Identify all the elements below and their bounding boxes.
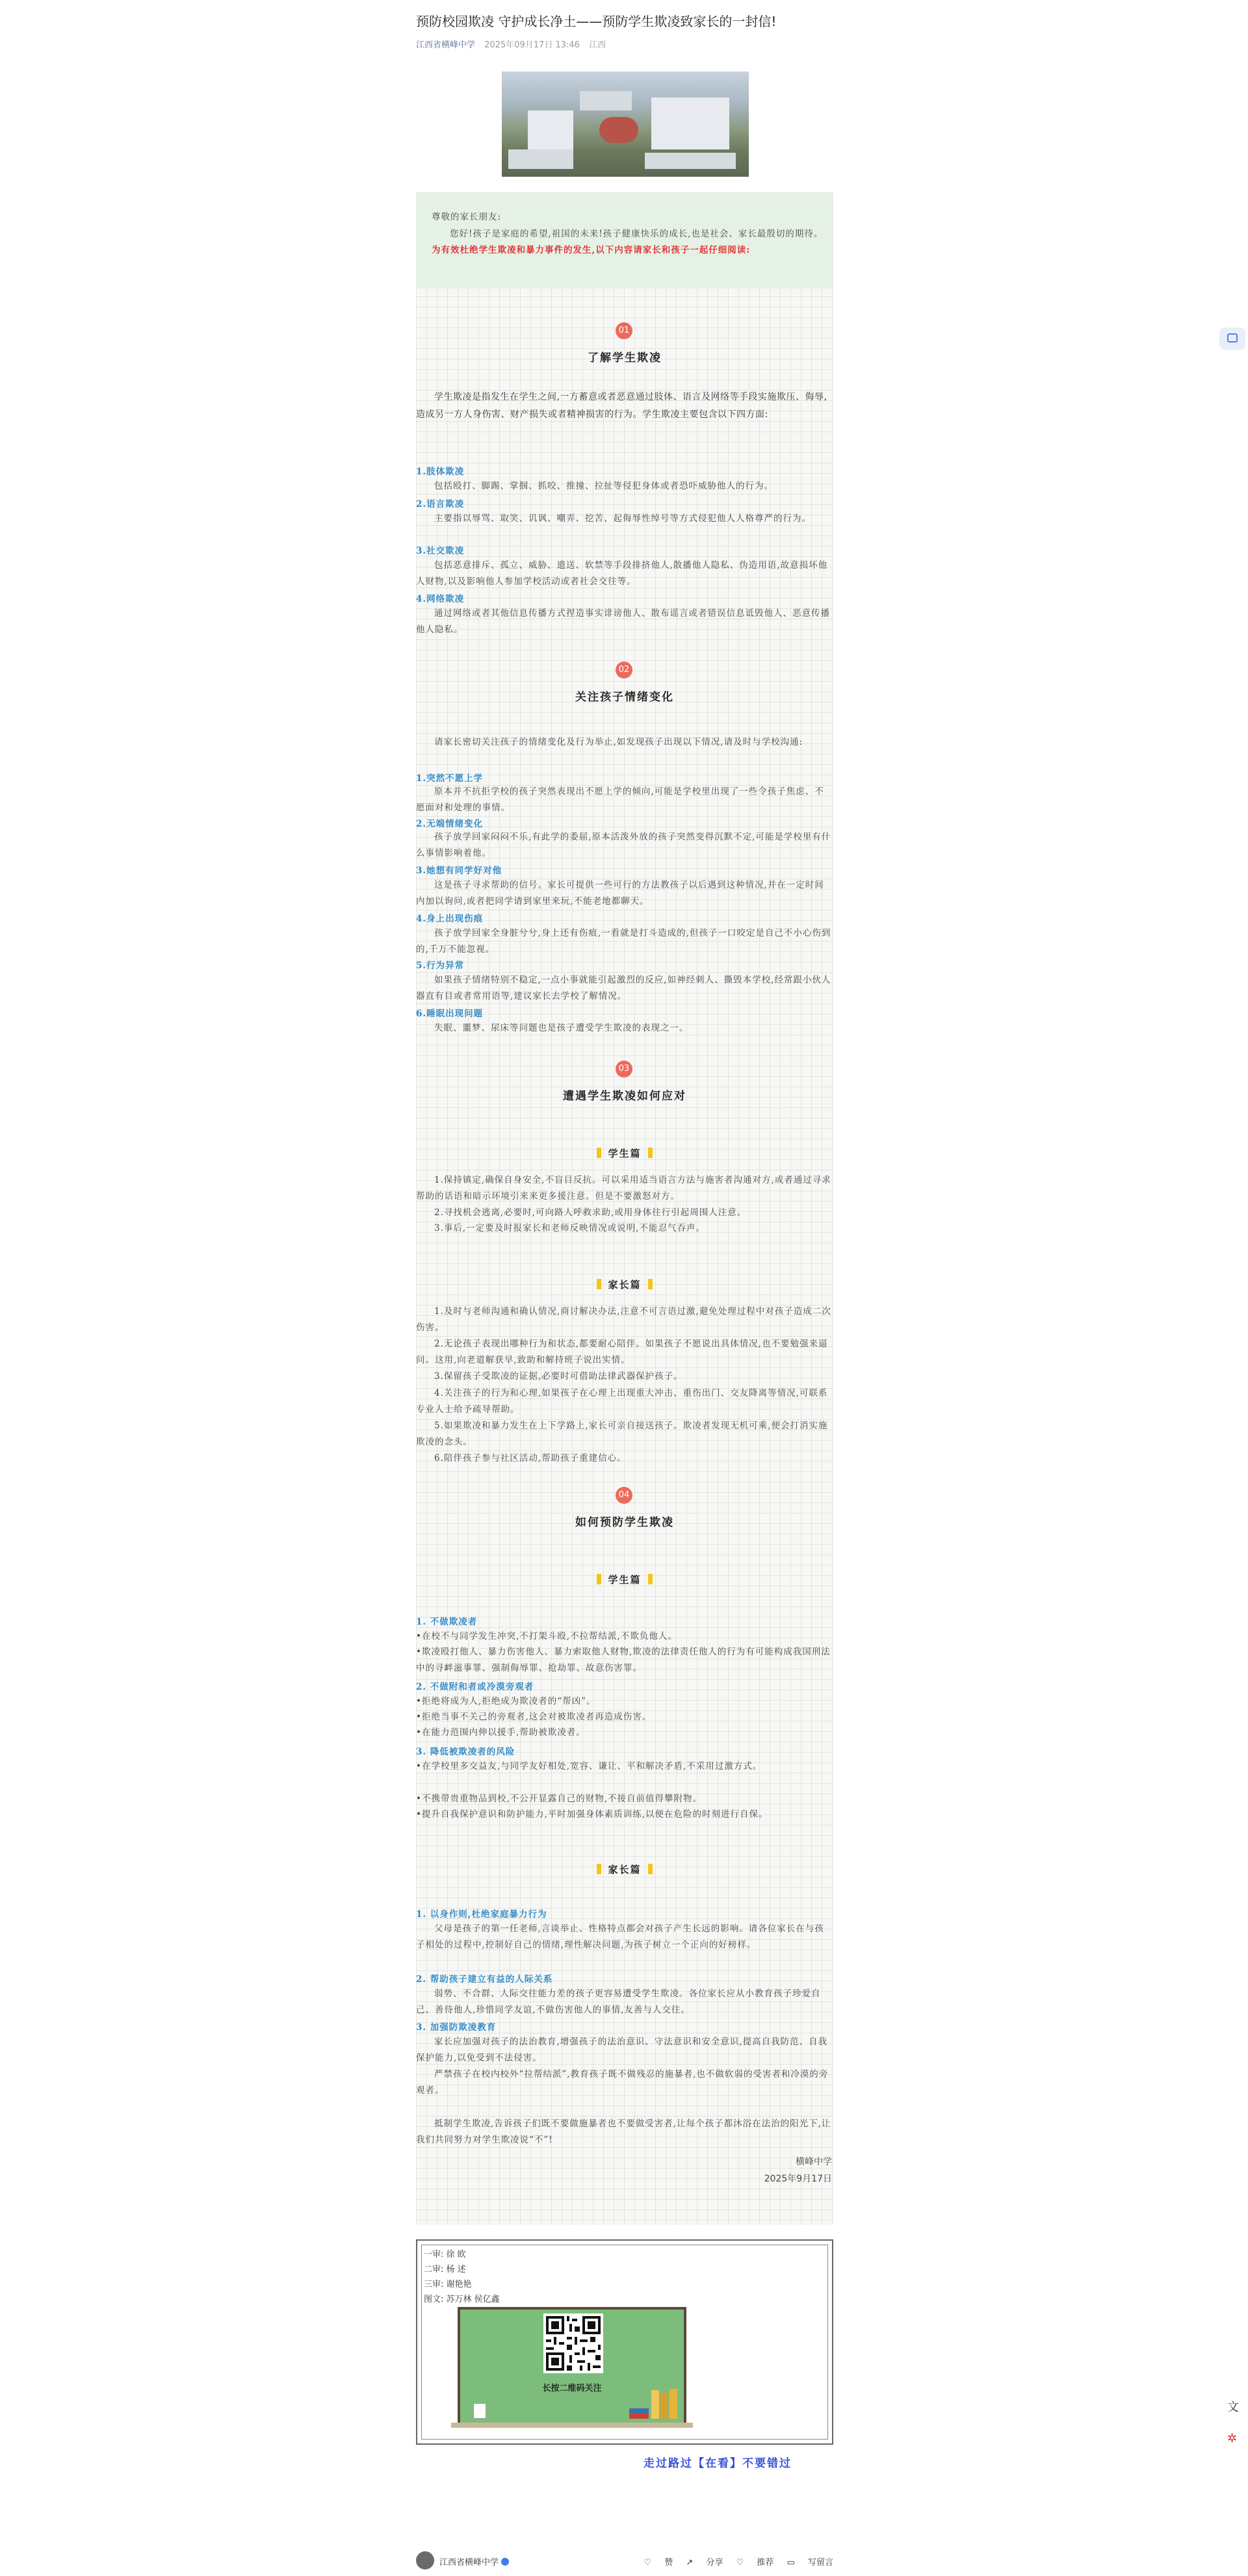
item-heading: 1.肢体欺凌 [416,467,465,477]
subsection-title-text: 家长篇 [608,1279,642,1291]
credit-line: 图文: 苏万林 侯亿鑫 [424,2295,500,2304]
share-button[interactable]: ↗ 分享 [686,2558,723,2568]
item-text: 严禁孩子在校内校外“拉帮结派”,教育孩子既不做残忍的施暴者,也不做软弱的受害者和冷漠的旁观者。 [416,2069,829,2096]
list-item: 5.如果欺凌和暴力发生在上下学路上,家长可亲自接送孩子。欺凌者发现无机可乘,便会打消实施欺凌的念头。 [416,1421,828,1447]
list-item: 2.无论孩子表现出哪种行为和状态,都要耐心陪伴。如果孩子不愿说出具体情况,也不要勉强来逼问。这用,向老道解获早,致助和解持班子说出实情。 [416,1339,828,1365]
account-avatar[interactable] [416,2551,434,2570]
article-title: 预防校园欺凌 守护成长净土——预防学生欺凌致家长的一封信! [416,14,777,29]
bullet-item: •拒绝当事不关己的旁观者,这会对被欺凌者再造成伤害。 [416,1712,652,1722]
subsection-title [416,1146,833,1160]
credits-box [416,2239,833,2445]
list-item: 3.保留孩子受欺凌的证据,必要时可借助法律武器保护孩子。 [434,1371,683,1382]
item-heading: 3.她想有同学好对他 [416,866,502,876]
item-heading: 2. 不做附和者或冷漠旁观者 [416,1682,534,1692]
bullet-item: •提升自我保护意识和防护能力,平时加强身体素质训练,以便在危险的时刻进行自保。 [416,1809,768,1820]
section-number-badge: 03 [616,1061,632,1077]
subsection-title-text: 学生篇 [608,1148,642,1159]
item-text: 弱势、不合群、人际交往能力差的孩子更容易遭受学生欺凌。各位家长应从小教育孩子珍爱自己、善待他人,珍惜同学友谊,不做伤害他人的事情,友善与人交往。 [416,1989,821,2015]
qr-label: 长按二维码关注 [542,2384,602,2393]
credit-line: 一审: 徐 欧 [424,2250,466,2260]
credit-line: 三审: 谢艳艳 [424,2280,472,2289]
like-label: 赞 [664,2558,673,2568]
cup-icon [473,2403,486,2419]
list-item: 2.寻找机会逃离,必要时,可向路人呼救求助,或用身体往行引起周围人注意。 [434,1207,747,1218]
item-text: 原本并不抗拒学校的孩子突然表现出不愿上学的倾向,可能是学校里出现了一些令孩子焦虑、不愿面对和处理的事情。 [416,786,824,813]
intro-paragraph [432,226,828,259]
item-text: 包括恶意排斥、孤立、威胁、遗送、软禁等手段排挤他人,散播他人隐私、伪造用语,故意损坏他人财物,以及影响他人参加学校活动或者社会交往等。 [416,560,828,587]
item-text: 主要指以辱骂、取笑、讥讽、嘲弄、挖苦、起侮辱性绰号等方式侵犯他人人格尊严的行为。 [434,513,811,524]
item-heading: 5.行为异常 [416,960,465,971]
item-heading: 1.突然不愿上学 [416,773,484,784]
section-intro: 学生欺凌是指发生在学生之间,一方蓄意或者恶意通过肢体、语言及网络等手段实施欺压、侮辱,造成另一方人身伤害、财产损失或者精神损害的行为。学生欺凌主要包含以下四方面: [416,392,827,420]
item-text: 孩子放学回家全身脏兮兮,身上还有伤痕,一看就是打斗造成的,但孩子一口咬定是自己不小心伤到的,千万不能忽视。 [416,928,831,955]
list-item: 4.关注孩子的行为和心理,如果孩子在心理上出现重大冲击、重伤出门、交友降离等情况,可联系专业人士给予疏导帮助。 [416,1388,828,1415]
publish-date: 2025年09月17日 13:46 [484,40,580,50]
intro-red-text: 为有效杜绝学生欺凌和暴力事件的发生,以下内容请家长和孩子一起仔细阅读: [432,245,751,255]
bullet-item: •不携带贵重物品到校,不公开显露自己的财物,不接自前值得攀附物。 [416,1794,703,1804]
like-button[interactable]: ♡ 赞 [644,2558,673,2568]
item-text: 通过网络或者其他信息传播方式捏造事实诽谤他人、散布谣言或者错误信息诋毁他人、恶意传播他人隐私。 [416,608,830,635]
translate-icon[interactable]: 文 [1227,2401,1239,2414]
section-number-badge: 01 [616,322,632,339]
item-heading: 3.社交欺凌 [416,546,465,556]
chalkboard-ledge [451,2423,693,2428]
section-title: 遭遇学生欺凌如何应对 [563,1090,686,1103]
ai-assistant-icon[interactable]: ✲ [1227,2432,1238,2445]
item-text: 包括殴打、脚踢、掌掴、抓咬、推撞、拉扯等侵犯身体或者恐吓威胁他人的行为。 [434,481,774,491]
list-item: 3.事后,一定要及时报家长和老师反映情况或说明,不能忍气吞声。 [434,1223,705,1233]
item-heading: 3. 加强防欺凌教育 [416,2022,497,2033]
item-text: 孩子放学回家闷闷不乐,有此学的委屈,原本活泼外放的孩子突然变得沉默不定,可能是学校里有什么事情影响着他。 [416,832,831,858]
subsection-title [416,1862,833,1876]
item-heading: 3. 降低被欺凌者的风险 [416,1747,515,1757]
action-group [633,2555,833,2568]
section-title: 关注孩子情绪变化 [575,691,674,704]
recommend-label: 推荐 [757,2558,774,2568]
bottom-account[interactable] [439,2555,509,2568]
subsection-title-text: 学生篇 [608,1574,642,1586]
closing-paragraph: 抵制学生欺凌,告诉孩子们既不要做施暴者也不要做受害者,让每个孩子都沐浴在法治的阳光下,让我们共同努力对学生欺凌说“不”! [416,2119,831,2145]
item-text: 家长应加强对孩子的法治教育,增强孩子的法治意识、守法意识和安全意识,提高自我防范、自我保护能力,以免受到不法侵害。 [416,2037,828,2063]
credits-lines [424,2247,500,2307]
item-heading: 4.身上出现伤痕 [416,914,484,924]
item-heading: 2. 帮助孩子建立有益的人际关系 [416,1974,553,1985]
list-item: 1.保持镇定,确保自身安全,不盲目反抗。可以采用适当语言方法与施害者沟通对方,或者通过寻求帮助的话语和暗示环境引来来更多援注意。但是不要激怒对方。 [416,1175,831,1202]
bullet-item: •在学校里多交益友,与同学友好相处,宽容、谦让、平和解决矛盾,不采用过激方式。 [416,1761,762,1771]
item-text: 这是孩子寻求帮助的信号。家长可提供一些可行的方法教孩子以后遇到这种情况,并在一定时间内加以询问,或者把同学请到家里来玩,不能老地都聊天。 [416,880,824,907]
recommend-button[interactable]: ♡ 推荐 [736,2558,774,2568]
item-heading: 4.网络欺凌 [416,594,465,604]
floating-chat-button[interactable] [1219,328,1245,350]
article-meta [416,38,832,50]
campus-aerial-photo [502,71,749,177]
bottom-account-name[interactable]: 江西省横峰中学 [439,2558,499,2568]
footer-slogan: 走过路过【在看】不要错过 [644,2457,792,2470]
chalkboard [458,2307,686,2427]
section-intro: 请家长密切关注孩子的情绪变化及行为举止,如发现孩子出现以下情况,请及时与学校沟通: [434,737,803,747]
verified-icon [501,2558,509,2566]
section-number-badge: 04 [616,1487,632,1504]
account-name-link[interactable]: 江西省横峰中学 [416,40,476,50]
signature-org: 横峰中学 [796,2157,832,2167]
item-heading: 1. 不做欺凌者 [416,1617,478,1627]
list-item: 1.及时与老师沟通和确认情况,商讨解决办法,注意不可言语过激,避免处理过程中对孩子造成二次伤害。 [416,1306,831,1333]
subsection-title [416,1573,833,1586]
location: 江西 [589,40,606,50]
subsection-title-text: 家长篇 [608,1864,642,1875]
bullet-item: •在能力范围内伸以援手,帮助被欺凌者。 [416,1727,586,1738]
signature-date: 2025年9月17日 [764,2174,832,2184]
item-heading: 2.无端情绪变化 [416,819,484,829]
bullet-item: •拒绝将成为人,拒绝成为欺凌者的“帮凶”。 [416,1696,596,1707]
salutation: 尊敬的家长朋友: [432,212,502,222]
bottom-action-bar [416,2547,833,2573]
chat-icon [1227,333,1238,342]
bullet-item: •在校不与同学发生冲突,不打架斗殴,不拉帮结派,不欺负他人。 [416,1631,677,1642]
section-title: 了解学生欺凌 [588,352,662,365]
list-item: 6.陪伴孩子参与社区活动,帮助孩子重建信心。 [434,1453,627,1463]
item-heading: 1. 以身作则,杜绝家庭暴力行为 [416,1909,547,1920]
comment-button[interactable]: ▭ 写留言 [786,2558,833,2568]
comment-label: 写留言 [807,2558,833,2568]
credit-line: 二审: 杨 述 [424,2265,466,2274]
bullet-item: •欺凌殴打他人、暴力伤害他人、暴力索取他人财物,欺凌的法律责任他人的行为有可能构成我国刑法中的寻衅滋事罪、强制侮辱罪、抢劫罪、故意伤害罪。 [416,1647,831,1673]
subsection-title [416,1278,833,1291]
section-number-badge: 02 [616,662,632,678]
item-text: 父母是孩子的第一任老师,言谈举止、性格特点都会对孩子产生长远的影响。请各位家长在与孩子相处的过程中,控制好自己的情绪,理性解决问题,为孩子树立一个正向的好榜样。 [416,1924,824,1950]
item-text: 如果孩子情绪特别不稳定,一点小事就能引起激烈的反应,如神经刺人、撕毁本学校,经常跟小伙人器直有目或者常用语等,建议家长去学校了解情况。 [416,975,831,1001]
section-title: 如何预防学生欺凌 [575,1516,674,1529]
intro-text: 您好!孩子是家庭的希望,祖国的未来!孩子健康快乐的成长,也是社会、家长最殷切的期待。 [450,229,824,239]
item-heading: 2.语言欺凌 [416,499,465,509]
item-heading: 6.睡眠出现问题 [416,1009,484,1019]
qr-code[interactable] [543,2313,603,2373]
item-text: 失眠、噩梦、尿床等问题也是孩子遭受学生欺凌的表现之一。 [434,1023,689,1033]
share-label: 分享 [706,2558,723,2568]
